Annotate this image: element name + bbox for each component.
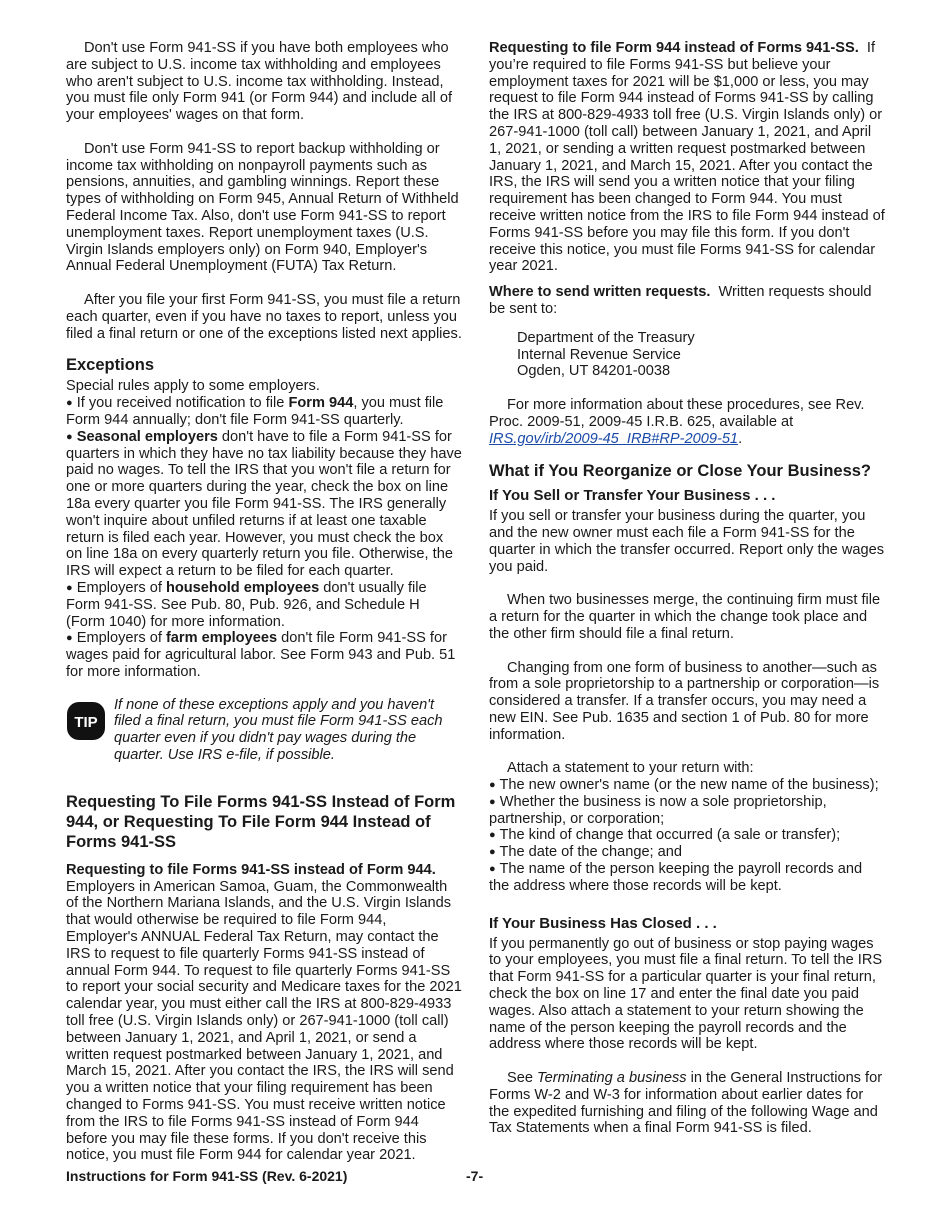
exception-farm: ● Employers of farm employees don't file Form 941-SS for wages paid for agricultural labor. See Form 943 and Pub. 51 for more information. [66, 630, 456, 680]
paragraph-where-to-send: Where to send written requests. Written requests should be sent to: [489, 284, 872, 317]
sell-transfer-heading: If You Sell or Transfer Your Business . . . [489, 487, 776, 505]
attach-statement-intro: Attach a statement to your return with: [507, 760, 754, 777]
paragraph-terminating-business: See Terminating a business in the General Instructions for Forms W-2 and W-3 for information about earlier dates for the expedited furnishing and filing of the following Wage and Tax Statements when a final Form 941-SS is filed. [489, 1070, 883, 1137]
tip-text: If none of these exceptions apply and you haven't filed a final return, you must file Form 941-SS each quarter even if you didn't pay wages during the quarter. Use IRS e-file, if possible. [114, 696, 443, 764]
list-item: ● The new owner's name (or the new name of the business); [489, 777, 879, 794]
irs-link[interactable]: IRS.gov/irb/2009-45_IRB#RP-2009-51 [489, 430, 739, 447]
address-line: Internal Revenue Service [517, 346, 681, 363]
exception-form-944: ● If you received notification to file Form 944, you must file Form 944 annually; don't file Form 941-SS quarterly. [66, 395, 444, 428]
bullet-icon: ● [489, 779, 496, 792]
bullet-icon: ● [66, 397, 73, 410]
page-number: -7- [466, 1168, 484, 1184]
bullet-icon: ● [489, 846, 496, 859]
mailing-address [489, 330, 885, 380]
svg-text:TIP: TIP [74, 713, 98, 731]
list-item: ● The name of the person keeping the payroll records and the address where those records will be kept. [489, 861, 863, 894]
address-line: Ogden, UT 84201-0038 [517, 363, 671, 380]
bullet-icon: ● [489, 863, 496, 876]
exceptions-intro: Special rules apply to some employers. [66, 378, 320, 395]
paragraph-business-closed: If you permanently go out of business or stop paying wages to your employees, you must file a final return. To tell the IRS that Form 941-SS for a particular quarter is your final return, check the box on line 17 and enter the final date you paid wages. Also attach a statement to your return showing the name of the person keeping the payroll records and the address where those records will be kept. [489, 935, 883, 1053]
paragraph-merge: When two businesses merge, the continuing firm must file a return for the quarter in which the change took place and the other firm should file a final return. [489, 592, 881, 642]
bullet-icon: ● [66, 430, 73, 443]
bullet-icon: ● [66, 581, 73, 594]
paragraph-request-944: Requesting to file Form 944 instead of Forms 941-SS. If you’re required to file Forms 941-SS but believe your employment taxes for 2021 will be $1,000 or less, you may request to file Form 944 instead of Forms 941-SS by calling the IRS at 800-829-4933 toll free (U.S. Virgin Islands only) or 267-941-1000 (toll call) between January 1, 2021, and April 1, 2021, or sending a written request postmarked between January 1, 2021, and March 15, 2021. After you contact the IRS, the IRS will send you a written notice that your filing requirement has been changed to Form 944. You must receive written notice from the IRS to file Form 944 instead of Forms 941-SS before you may file this form. If you don't receive this notice, you must file Forms 941-SS for calendar year 2021. [489, 40, 885, 275]
tip-icon [66, 701, 106, 741]
bullet-icon: ● [489, 829, 496, 842]
exception-seasonal: ● Seasonal employers don't have to file a Form 941-SS for quarters in which they have no tax liability because they have paid no wages. To tell the IRS that you won't file a return for one or more quarters during the year, check the box on line 18a every quarter you file Form 941-SS. The IRS generally won't inquire about unfiled returns if at least one taxable return is filed each year. However, you must check the box on line 18a on every quarterly return you file. Otherwise, the IRS will expect a return to be filed for each quarter. [66, 428, 462, 580]
left-column [66, 40, 462, 1164]
list-item: ● Whether the business is now a sole proprietorship, partnership, or corporation; [489, 793, 827, 827]
bullet-icon: ● [66, 632, 73, 645]
bullet-icon: ● [489, 795, 496, 808]
paragraph-request-941ss: Requesting to file Forms 941-SS instead of Form 944. Employers in American Samoa, Guam, the Commonwealth of the Northern Mariana Islands, and the U.S. Virgin Islands that would otherwise be required to file Form 944, Employer's ANNUAL Federal Tax Return, may contact the IRS to request to file quarterly Forms 941-SS instead of annual Form 944. To request to file quarterly Forms 941-SS to report your social security and Medicare taxes for the 2021 calendar year, you must either call the IRS at 800-829-4933 toll free (U.S. Virgin Islands only) or 267-941-1000 (toll call) between January 1, 2021, and April 1, 2021, or send a written request postmarked between January 1, 2021, and March 15, 2021. After you contact the IRS, the IRS will send you a written notice that your filing requirement has been changed to Forms 941-SS. You must receive written notice from the IRS to file Forms 941-SS instead of Form 944 before you may file these forms. If you don't receive this notice, you must file Form 944 for calendar year 2021. [66, 861, 462, 1164]
list-item: ● The kind of change that occurred (a sale or transfer); [489, 827, 841, 844]
paragraph-change-form: Changing from one form of business to another—such as from a sole proprietorship to a partnership or corporation—is considered a transfer. If a transfer occurs, you may need a new EIN. See Pub. 1635 and section 1 of Pub. 80 for more information. [489, 659, 880, 743]
business-closed-heading: If Your Business Has Closed . . . [489, 914, 717, 932]
footer-form-title: Instructions for Form 941-SS (Rev. 6-2021) [66, 1168, 348, 1184]
exception-household: ● Employers of household employees don't usually file Form 941-SS. See Pub. 80, Pub. 926, and Schedule H (Form 1040) for more information. [66, 579, 427, 630]
reorganize-heading: What if You Reorganize or Close Your Business? [489, 462, 872, 481]
paragraph-backup-withholding: Don't use Form 941-SS to report backup withholding or income tax withholding on nonpayroll payments such as pensions, annuities, and gambling winnings. Report these types of withholding on Form 945, Annual Return of Withheld Federal Income Tax. Also, don't use Form 941-SS to report unemployment taxes. Report unemployment taxes (U.S. Virgin Islands employers only) on Form 940, Employer's Annual Federal Unemployment (FUTA) Tax Return. [66, 140, 459, 275]
exceptions-heading: Exceptions [66, 356, 155, 375]
paragraph-file-each-quarter: After you file your first Form 941-SS, you must file a return each quarter, even if you have no taxes to report, unless you filed a final return or one of the exceptions listed next applies. [66, 291, 462, 342]
paragraph-no-mixed-withholding: Don't use Form 941-SS if you have both employees who are subject to U.S. income tax withholding and employees who aren't subject to U.S. income tax withholding. Instead, you must file only Form 941 (or Form 944) and include all of your employees' wages on that form. [66, 40, 453, 124]
list-item: ● The date of the change; and [489, 844, 683, 861]
paragraph-sell-transfer: If you sell or transfer your business during the quarter, you and the new owner must each file a Form 941-SS for the quarter in which the transfer occurred. Report only the wages you paid. [489, 508, 885, 575]
page-footer [66, 1168, 886, 1186]
tip-box [66, 697, 462, 764]
address-line: Department of the Treasury [517, 329, 695, 346]
requesting-heading: Requesting To File Forms 941-SS Instead of Form 944, or Requesting To File Form 944 Instead of Forms 941-SS [66, 792, 456, 851]
right-column [489, 40, 885, 1137]
paragraph-more-info: For more information about these procedures, see Rev. Proc. 2009-51, 2009-45 I.R.B. 625, available at IRS.gov/irb/2009-45_IRB#RP-2009-51. [489, 396, 865, 447]
